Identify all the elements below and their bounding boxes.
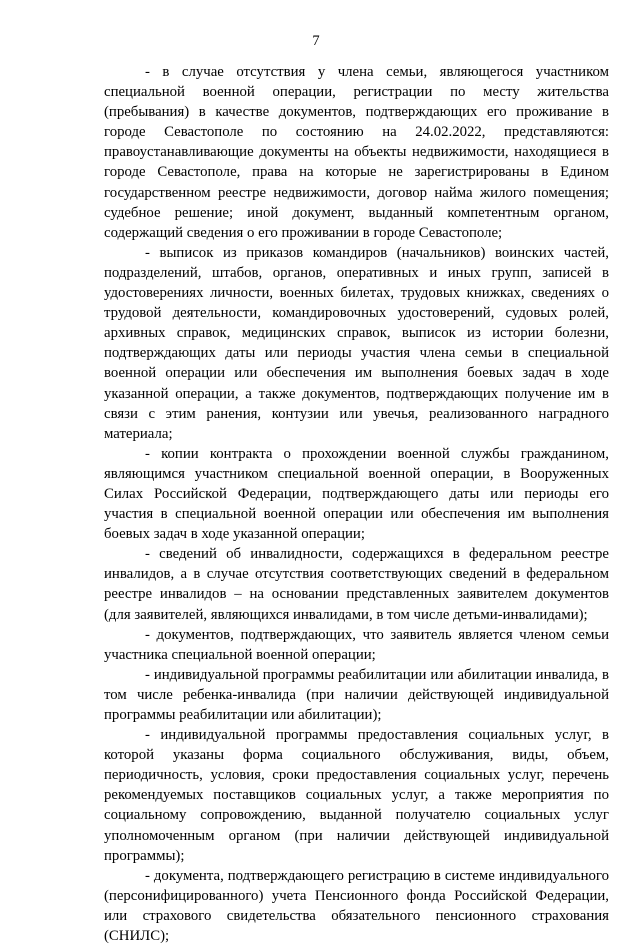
- document-body: [104, 62, 609, 946]
- paragraph-order-extracts: - выписок из приказов командиров (начальников) воинских частей, подразделений, штабов, органов, оперативных и иных групп, записей в удостоверениях личности, военных билетах, трудовых книжках, сведениях о трудовой деятельности, командировочных удостоверений, судовых ролей, архивных справок, медицинских справок, выписок из истории болезни, подтверждающих даты или периоды участия члена семьи в специальной военной операции или обеспечения им выполнения боевых задач в ходе указанной операции, а также документов, подтверждающих получение им в связи с этим ранения, контузии или увечья, реализованного наградного материала;: [104, 244, 609, 442]
- paragraph-rehabilitation-program: - индивидуальной программы реабилитации или абилитации инвалида, в том числе ребенка-инвалида (при наличии действующей индивидуальной программы реабилитации или абилитации);: [104, 666, 609, 723]
- page-number: 7: [312, 33, 320, 49]
- paragraph-military-contract: - копии контракта о прохождении военной службы гражданином, являющимся участником специальной военной операции, в Вооруженных Силах Российской Федерации, подтверждающего даты или периоды его участия в специальной военной операции или обеспечения им выполнения боевых задач в ходе указанной операции;: [104, 445, 609, 543]
- paragraph-social-services-program: - индивидуальной программы предоставления социальных услуг, в которой указаны форма социального обслуживания, виды, объем, периодичность, условия, сроки предоставления социальных услуг, перечень рекомендуемых поставщиков социальных услуг, а также мероприятия по социальному сопровождению, выданной получателю социальных услуг уполномоченным органом (при наличии действующей индивидуальной программы);: [104, 727, 609, 864]
- paragraph-disability-info: - сведений об инвалидности, содержащихся в федеральном реестре инвалидов, а в случае отсутствия соответствующих сведений в федеральном реестре инвалидов – на основании представленных заявителем документов (для заявителей, являющихся инвалидами, в том числе детьми-инвалидами);: [104, 546, 609, 623]
- paragraph-snils: - документа, подтверждающего регистрацию в системе индивидуального (персонифицированного) учета Пенсионного фонда Российской Федерации, или страхового свидетельства обязательного пенсионного страхования (СНИЛС);: [104, 867, 609, 945]
- paragraph-residence-documents: - в случае отсутствия у члена семьи, являющегося участником специальной военной операции, регистрации по месту жительства (пребывания) в качестве документов, подтверждающих его проживание в городе Севастополе по состоянию на 24.02.2022, представляются: правоустанавливающие документы на объекты недвижимости, находящиеся в городе Севастополе, права на которые не зарегистрированы в Едином государственном реестре недвижимости, договор найма жилого помещения; судебное решение; иной документ, выданный компетентным органом, содержащий сведения о его проживании в городе Севастополе;: [104, 64, 609, 241]
- paragraph-family-member-proof: - документов, подтверждающих, что заявитель является членом семьи участника специальной военной операции;: [104, 626, 609, 663]
